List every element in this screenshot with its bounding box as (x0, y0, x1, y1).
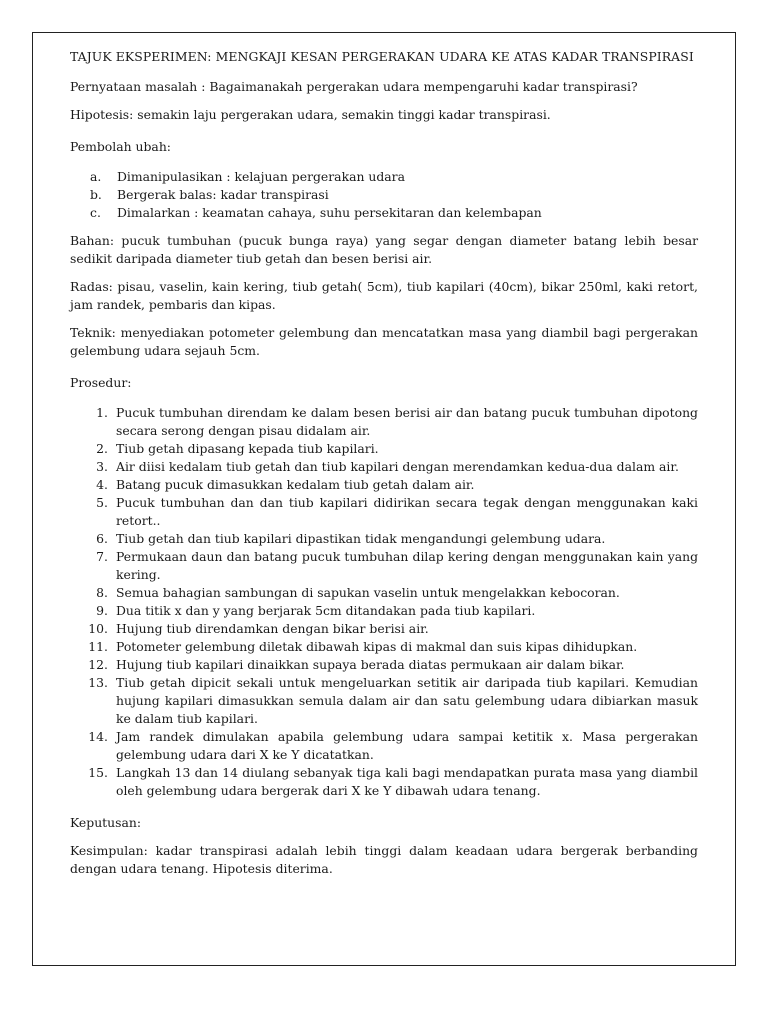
step-number: 11. (88, 639, 108, 654)
list-item-text: Dimalarkan : keamatan cahaya, suhu persekitaran dan kelembapan (117, 205, 542, 220)
procedure-step (70, 764, 698, 800)
document-body (70, 48, 698, 888)
procedure-step (70, 548, 698, 584)
step-number: 6. (96, 531, 108, 546)
technique: Teknik: menyediakan potometer gelembung dan mencatatkan masa yang diambil bagi pergerakan gelembung udara sejauh 5cm. (70, 325, 698, 358)
list-item (70, 168, 698, 186)
step-text: Tiub getah dipasang kepada tiub kapilari. (116, 441, 379, 456)
document-title: TAJUK EKSPERIMEN: MENGKAJI KESAN PERGERAKAN UDARA KE ATAS KADAR TRANSPIRASI (70, 49, 694, 64)
procedure-step (70, 494, 698, 530)
variables-list (70, 168, 698, 222)
list-item-text: Dimanipulasikan : kelajuan pergerakan udara (117, 169, 405, 184)
list-item-text: Bergerak balas: kadar transpirasi (117, 187, 329, 202)
materials: Bahan: pucuk tumbuhan (pucuk bunga raya) yang segar dengan diameter batang lebih besar sedikit daripada diameter tiub getah dan besen berisi air. (70, 233, 698, 266)
step-text: Tiub getah dipicit sekali untuk mengeluarkan setitik air daripada tiub kapilari. Kemudian hujung kapilari dimasukkan semula dalam air dan satu gelembung udara dibiarkan masuk ke dalam tiub kapilari. (116, 675, 698, 726)
hypothesis: Hipotesis: semakin laju pergerakan udara, semakin tinggi kadar transpirasi. (70, 107, 551, 122)
step-text: Jam randek dimulakan apabila gelembung udara sampai ketitik x. Masa pergerakan gelembung udara dari X ke Y dicatatkan. (116, 729, 698, 762)
procedure-step (70, 638, 698, 656)
procedure-step (70, 440, 698, 458)
apparatus: Radas: pisau, vaselin, kain kering, tiub getah( 5cm), tiub kapilari (40cm), bikar 250ml, kaki retort, jam randek, pembaris dan kipas. (70, 279, 698, 312)
procedure-heading: Prosedur: (70, 375, 132, 390)
step-text: Potometer gelembung diletak dibawah kipas di makmal dan suis kipas dihidupkan. (116, 639, 638, 654)
procedure-list (70, 404, 698, 800)
list-item-label: c. (90, 205, 101, 220)
list-item-label: a. (90, 169, 102, 184)
procedure-step (70, 728, 698, 764)
step-number: 15. (88, 765, 108, 780)
step-number: 3. (96, 459, 108, 474)
step-number: 2. (96, 441, 108, 456)
decision-heading: Keputusan: (70, 815, 142, 830)
step-number: 14. (88, 729, 108, 744)
step-text: Air diisi kedalam tiub getah dan tiub kapilari dengan merendamkan kedua-dua dalam air. (116, 459, 679, 474)
step-text: Pucuk tumbuhan direndam ke dalam besen berisi air dan batang pucuk tumbuhan dipotong secara serong dengan pisau didalam air. (116, 405, 698, 438)
variables-heading: Pembolah ubah: (70, 139, 171, 154)
problem-statement: Pernyataan masalah : Bagaimanakah pergerakan udara mempengaruhi kadar transpirasi? (70, 79, 638, 94)
step-number: 12. (88, 657, 108, 672)
list-item (70, 186, 698, 204)
procedure-step (70, 656, 698, 674)
procedure-step (70, 602, 698, 620)
step-number: 1. (96, 405, 108, 420)
list-item-label: b. (90, 187, 102, 202)
step-number: 10. (88, 621, 108, 636)
step-text: Semua bahagian sambungan di sapukan vaselin untuk mengelakkan kebocoran. (116, 585, 620, 600)
step-text: Permukaan daun dan batang pucuk tumbuhan dilap kering dengan menggunakan kain yang kering. (116, 549, 698, 582)
step-number: 5. (96, 495, 108, 510)
step-text: Hujung tiub kapilari dinaikkan supaya berada diatas permukaan air dalam bikar. (116, 657, 625, 672)
step-number: 4. (96, 477, 108, 492)
list-item (70, 204, 698, 222)
procedure-step (70, 476, 698, 494)
procedure-step (70, 404, 698, 440)
step-number: 13. (88, 675, 108, 690)
procedure-step (70, 584, 698, 602)
conclusion: Kesimpulan: kadar transpirasi adalah lebih tinggi dalam keadaan udara bergerak berbanding dengan udara tenang. Hipotesis diterima. (70, 843, 698, 876)
procedure-step (70, 674, 698, 728)
step-number: 7. (96, 549, 108, 564)
step-text: Hujung tiub direndamkan dengan bikar berisi air. (116, 621, 429, 636)
procedure-step (70, 530, 698, 548)
step-number: 8. (96, 585, 108, 600)
step-text: Dua titik x dan y yang berjarak 5cm ditandakan pada tiub kapilari. (116, 603, 536, 618)
step-text: Pucuk tumbuhan dan dan tiub kapilari didirikan secara tegak dengan menggunakan kaki retort.. (116, 495, 698, 528)
step-text: Batang pucuk dimasukkan kedalam tiub getah dalam air. (116, 477, 475, 492)
step-text: Langkah 13 dan 14 diulang sebanyak tiga kali bagi mendapatkan purata masa yang diambil oleh gelembung udara bergerak dari X ke Y dibawah udara tenang. (116, 765, 698, 798)
procedure-step (70, 458, 698, 476)
step-text: Tiub getah dan tiub kapilari dipastikan tidak mengandungi gelembung udara. (116, 531, 606, 546)
step-number: 9. (96, 603, 108, 618)
procedure-step (70, 620, 698, 638)
